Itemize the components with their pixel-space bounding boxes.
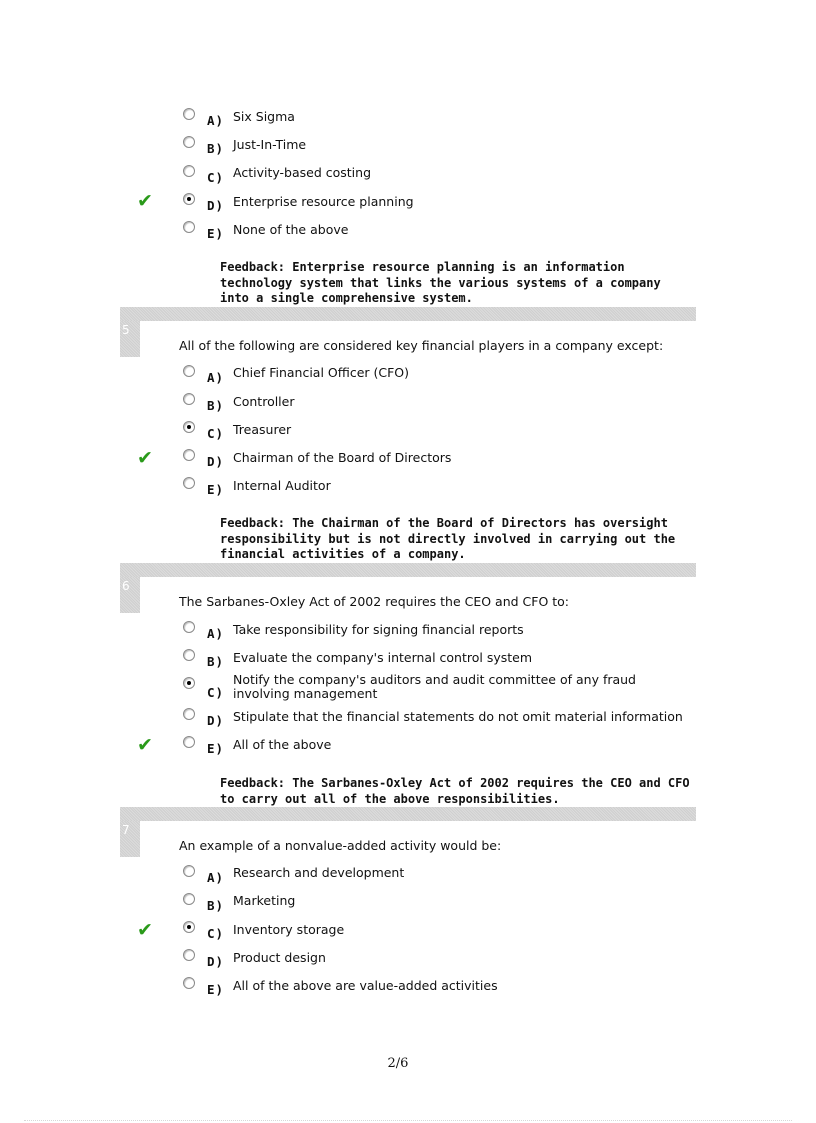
option-e[interactable] xyxy=(0,476,816,500)
radio-button[interactable] xyxy=(183,649,195,661)
option-c[interactable] xyxy=(0,164,816,188)
feedback-text: Feedback: Enterprise resource planning is an information technology system that links the various systems of a company into a single comprehensive system. xyxy=(220,260,661,305)
option-e[interactable] xyxy=(0,735,816,759)
option-text: Stipulate that the financial statements do not omit material information xyxy=(233,709,683,724)
option-letter: C) xyxy=(207,685,225,700)
radio-button[interactable] xyxy=(183,449,195,461)
option-letter: B) xyxy=(207,898,225,913)
feedback-text: Feedback: The Sarbanes-Oxley Act of 2002 requires the CEO and CFO to carry out all of the above responsibilities. xyxy=(220,776,690,806)
option-letter: D) xyxy=(207,713,225,728)
option-text: Chief Financial Officer (CFO) xyxy=(233,365,410,380)
option-letter: D) xyxy=(207,454,225,469)
option-letter: C) xyxy=(207,926,225,941)
page-number: 2/6 xyxy=(387,1056,409,1071)
radio-button[interactable] xyxy=(183,865,195,877)
question-text: An example of a nonvalue-added activity would be: xyxy=(179,838,502,853)
option-c[interactable] xyxy=(0,672,816,709)
option-letter: C) xyxy=(207,170,225,185)
option-text: Just-In-Time xyxy=(233,137,307,152)
question-text: The Sarbanes-Oxley Act of 2002 requires the CEO and CFO to: xyxy=(179,594,570,609)
radio-button[interactable] xyxy=(183,708,195,720)
option-e[interactable] xyxy=(0,976,816,1000)
option-letter: E) xyxy=(207,226,225,241)
radio-button-selected[interactable] xyxy=(183,677,195,689)
check-icon: ✔ xyxy=(137,919,153,941)
question-number: 5 xyxy=(120,321,140,357)
radio-button[interactable] xyxy=(183,393,195,405)
option-letter: A) xyxy=(207,626,225,641)
feedback-text: Feedback: The Chairman of the Board of Directors has oversight responsibility but is not directly involved in carrying out the financial activities of a company. xyxy=(220,516,676,561)
radio-button-selected[interactable] xyxy=(183,921,195,933)
option-d[interactable] xyxy=(0,448,816,472)
radio-button[interactable] xyxy=(183,165,195,177)
option-text: Treasurer xyxy=(233,422,292,437)
option-d[interactable] xyxy=(0,948,816,972)
option-text: Research and development xyxy=(233,865,405,880)
option-letter: E) xyxy=(207,982,225,997)
radio-button-selected[interactable] xyxy=(183,421,195,433)
question-separator-bar xyxy=(120,563,696,577)
radio-button[interactable] xyxy=(183,736,195,748)
radio-button-selected[interactable] xyxy=(183,193,195,205)
option-text: Internal Auditor xyxy=(233,478,331,493)
option-text: All of the above xyxy=(233,737,332,752)
option-letter: D) xyxy=(207,954,225,969)
option-text: Inventory storage xyxy=(233,922,345,937)
option-letter: A) xyxy=(207,370,225,385)
option-text: Take responsibility for signing financial reports xyxy=(233,622,524,637)
option-a[interactable] xyxy=(0,864,816,888)
option-a[interactable] xyxy=(0,107,816,131)
option-text: Controller xyxy=(233,394,295,409)
option-letter: B) xyxy=(207,141,225,156)
option-letter: B) xyxy=(207,398,225,413)
option-text: Six Sigma xyxy=(233,109,295,124)
radio-button[interactable] xyxy=(183,477,195,489)
option-letter: C) xyxy=(207,426,225,441)
option-text: Evaluate the company's internal control system xyxy=(233,650,533,665)
option-d[interactable] xyxy=(0,707,816,731)
radio-button[interactable] xyxy=(183,221,195,233)
option-a[interactable] xyxy=(0,620,816,644)
option-b[interactable] xyxy=(0,135,816,159)
option-d[interactable] xyxy=(0,192,816,216)
check-icon: ✔ xyxy=(137,734,153,756)
check-icon: ✔ xyxy=(137,447,153,469)
option-text: Enterprise resource planning xyxy=(233,194,414,209)
option-a[interactable] xyxy=(0,364,816,388)
page-bottom-divider xyxy=(24,1120,792,1121)
option-letter: D) xyxy=(207,198,225,213)
question-separator-bar xyxy=(120,807,696,821)
radio-button[interactable] xyxy=(183,621,195,633)
option-text: None of the above xyxy=(233,222,349,237)
radio-button[interactable] xyxy=(183,365,195,377)
radio-button[interactable] xyxy=(183,893,195,905)
option-c[interactable] xyxy=(0,920,816,944)
option-b[interactable] xyxy=(0,892,816,916)
option-letter: E) xyxy=(207,741,225,756)
option-letter: A) xyxy=(207,113,225,128)
option-letter: A) xyxy=(207,870,225,885)
question-number: 6 xyxy=(120,577,140,613)
question-text: All of the following are considered key financial players in a company except: xyxy=(179,338,664,353)
option-e[interactable] xyxy=(0,220,816,244)
option-text: Product design xyxy=(233,950,326,965)
check-icon: ✔ xyxy=(137,190,153,212)
option-text: Notify the company's auditors and audit committee of any fraud involving management xyxy=(233,672,636,701)
option-text: Marketing xyxy=(233,893,296,908)
option-letter: E) xyxy=(207,482,225,497)
radio-button[interactable] xyxy=(183,977,195,989)
option-b[interactable] xyxy=(0,648,816,672)
option-letter: B) xyxy=(207,654,225,669)
radio-button[interactable] xyxy=(183,136,195,148)
option-b[interactable] xyxy=(0,392,816,416)
option-text: Activity-based costing xyxy=(233,165,372,180)
option-c[interactable] xyxy=(0,420,816,444)
option-text: Chairman of the Board of Directors xyxy=(233,450,452,465)
radio-button[interactable] xyxy=(183,949,195,961)
question-separator-bar xyxy=(120,307,696,321)
question-number: 7 xyxy=(120,821,140,857)
radio-button[interactable] xyxy=(183,108,195,120)
option-text: All of the above are value-added activities xyxy=(233,978,498,993)
